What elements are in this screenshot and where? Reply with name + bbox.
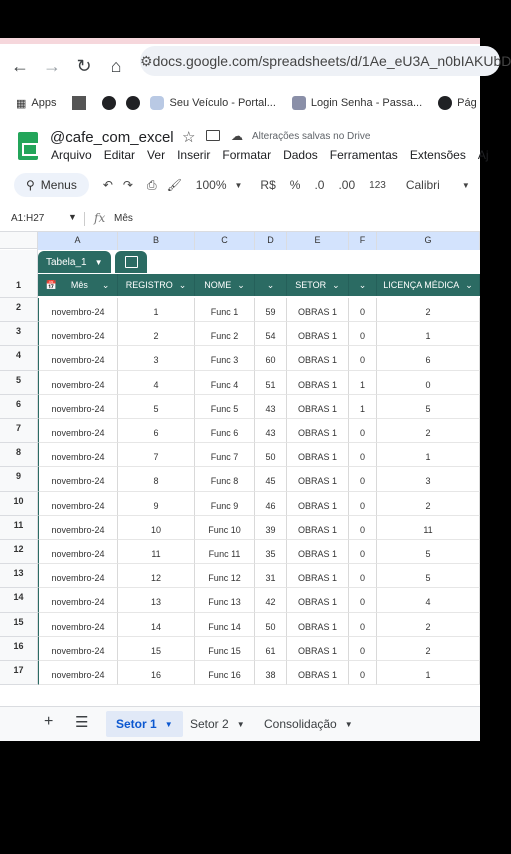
chevron-down-icon: ⌄: [266, 279, 275, 290]
grid-icon: [72, 96, 86, 110]
cell-setor[interactable]: OBRAS 1: [287, 540, 349, 564]
formatting-toolbar: [14, 172, 494, 198]
cell-registro[interactable]: 2: [118, 322, 195, 346]
cell-setor[interactable]: OBRAS 1: [287, 564, 349, 588]
bookmark-globe-1[interactable]: [102, 96, 116, 110]
cell-col-d[interactable]: 46: [255, 492, 287, 516]
globe-icon: [438, 96, 452, 110]
cell-setor[interactable]: OBRAS 1: [287, 637, 349, 661]
header-licenca-medica[interactable]: LICENÇA MÉDICA ⌄: [377, 274, 480, 296]
formula-input[interactable]: Mês: [114, 213, 133, 224]
cell-col-d[interactable]: 60: [255, 346, 287, 371]
cell-col-f[interactable]: 0: [349, 540, 377, 564]
cell-col-d[interactable]: 59: [255, 298, 287, 322]
calendar-icon: 📅: [45, 279, 57, 290]
row-header[interactable]: 17: [0, 661, 38, 685]
url-text: docs.google.com/spreadsheets/d/1Ae_eU3A_n0bIAKUbD: [152, 53, 511, 69]
cell-nome[interactable]: Func 6: [195, 419, 255, 443]
row-header[interactable]: 13: [0, 564, 38, 588]
site-settings-icon[interactable]: ⚙: [140, 52, 153, 69]
chevron-down-icon: ⌄: [178, 279, 187, 290]
cell-col-f[interactable]: 0: [349, 661, 377, 685]
cell-nome[interactable]: Func 9: [195, 492, 255, 516]
cell-col-f[interactable]: 0: [349, 637, 377, 661]
cell-licenca-medica[interactable]: 1: [377, 322, 480, 346]
cell-registro[interactable]: 15: [118, 637, 195, 661]
cell-mes[interactable]: novembro-24: [38, 564, 118, 588]
chevron-down-icon: ⌄: [237, 279, 245, 290]
tab-setor-2[interactable]: Setor 2 ▼: [190, 717, 245, 731]
header-registro[interactable]: REGISTRO ⌄: [118, 274, 195, 296]
cell-col-d[interactable]: 39: [255, 516, 287, 540]
cell-col-f[interactable]: 0: [349, 613, 377, 637]
cell-setor[interactable]: OBRAS 1: [287, 443, 349, 467]
cell-setor[interactable]: OBRAS 1: [287, 467, 349, 492]
tab-setor-1[interactable]: Setor 1 ▼: [106, 711, 183, 737]
column-headers: [0, 231, 480, 249]
globe-icon: [102, 96, 116, 110]
cell-mes[interactable]: novembro-24: [38, 443, 118, 467]
menu-extensoes[interactable]: Extensões: [409, 148, 466, 162]
cell-setor[interactable]: OBRAS 1: [287, 588, 349, 613]
cell-nome[interactable]: Func 13: [195, 588, 255, 613]
header-setor[interactable]: SETOR ⌄: [287, 274, 349, 296]
cell-mes[interactable]: novembro-24: [38, 661, 118, 685]
chevron-down-icon: ▼: [236, 719, 245, 729]
bookmark-login-senha[interactable]: Login Senha - Passa...: [292, 96, 422, 110]
decrease-decimal-button[interactable]: .0: [314, 178, 325, 192]
menu-dados[interactable]: Dados: [283, 148, 318, 162]
cell-registro[interactable]: 6: [118, 419, 195, 443]
cell-nome[interactable]: Func 5: [195, 395, 255, 419]
cell-registro[interactable]: 3: [118, 346, 195, 371]
cell-col-f[interactable]: 0: [349, 516, 377, 540]
cell-nome[interactable]: Func 4: [195, 371, 255, 395]
cell-col-f[interactable]: 0: [349, 298, 377, 322]
cell-licenca-medica[interactable]: 2: [377, 637, 480, 661]
cell-licenca-medica[interactable]: 2: [377, 492, 480, 516]
cell-licenca-medica[interactable]: 2: [377, 419, 480, 443]
paint-format-icon[interactable]: 🖌: [166, 178, 182, 192]
cell-licenca-medica[interactable]: 0: [377, 371, 480, 395]
star-icon[interactable]: ☆: [182, 129, 196, 146]
reload-icon[interactable]: ↻: [76, 55, 92, 76]
divider: [84, 212, 85, 226]
row-header-1[interactable]: 1: [0, 274, 38, 298]
cell-col-f[interactable]: 0: [349, 467, 377, 492]
cell-col-d[interactable]: 51: [255, 371, 287, 395]
globe-icon: [126, 96, 140, 110]
cell-licenca-medica[interactable]: 5: [377, 540, 480, 564]
cell-col-f[interactable]: 0: [349, 588, 377, 613]
cell-mes[interactable]: novembro-24: [38, 371, 118, 395]
cell-col-d[interactable]: 31: [255, 564, 287, 588]
bookmark-apps[interactable]: ▦ Apps: [16, 97, 57, 110]
cell-nome[interactable]: Func 2: [195, 322, 255, 346]
row-header[interactable]: 15: [0, 613, 38, 637]
cell-registro[interactable]: 12: [118, 564, 195, 588]
cell-licenca-medica[interactable]: 3: [377, 467, 480, 492]
sheets-logo-icon[interactable]: [18, 132, 38, 160]
sheet-tabs-bar: [0, 706, 480, 741]
header-nome[interactable]: NOME ⌄: [195, 274, 255, 296]
row-header[interactable]: 11: [0, 516, 38, 540]
cell-col-f[interactable]: 1: [349, 371, 377, 395]
row-header[interactable]: 3: [0, 322, 38, 346]
cell-licenca-medica[interactable]: 11: [377, 516, 480, 540]
cell-nome[interactable]: Func 1: [195, 298, 255, 322]
cell-col-d[interactable]: 38: [255, 661, 287, 685]
chevron-down-icon[interactable]: ▼: [461, 180, 470, 190]
menu-bar: [51, 148, 489, 162]
screen: [0, 38, 511, 741]
add-sheet-icon[interactable]: +: [44, 713, 54, 730]
cell-col-d[interactable]: 45: [255, 467, 287, 492]
menu-ver[interactable]: Ver: [147, 148, 166, 162]
column-header-b[interactable]: B: [118, 232, 195, 250]
bookmark-pag[interactable]: Pág: [438, 96, 477, 110]
cell-setor[interactable]: OBRAS 1: [287, 492, 349, 516]
row-header[interactable]: 4: [0, 346, 38, 371]
select-all-corner[interactable]: [0, 232, 38, 250]
bookmarks-bar: [0, 90, 480, 116]
cell-licenca-medica[interactable]: 5: [377, 564, 480, 588]
cell-nome[interactable]: Func 14: [195, 613, 255, 637]
cell-setor[interactable]: OBRAS 1: [287, 322, 349, 346]
cell-col-d[interactable]: 43: [255, 419, 287, 443]
cell-registro[interactable]: 7: [118, 443, 195, 467]
column-header-c[interactable]: C: [195, 232, 255, 250]
header-col-f[interactable]: [349, 274, 377, 296]
cell-setor[interactable]: OBRAS 1: [287, 346, 349, 371]
cell-nome[interactable]: Func 3: [195, 346, 255, 371]
site-icon: [292, 96, 306, 110]
cell-setor[interactable]: OBRAS 1: [287, 613, 349, 637]
cell-licenca-medica[interactable]: 2: [377, 613, 480, 637]
row-header-spacer: [0, 250, 38, 274]
cell-col-f[interactable]: 0: [349, 346, 377, 371]
cell-mes[interactable]: novembro-24: [38, 588, 118, 613]
cell-licenca-medica[interactable]: 4: [377, 588, 480, 613]
cell-mes[interactable]: novembro-24: [38, 540, 118, 564]
bookmark-grid-icon[interactable]: [72, 96, 86, 110]
cell-mes[interactable]: novembro-24: [38, 395, 118, 419]
formula-bar: [0, 210, 480, 230]
row-header[interactable]: 6: [0, 395, 38, 419]
table-options-icon[interactable]: [115, 251, 147, 273]
cell-licenca-medica[interactable]: 1: [377, 443, 480, 467]
cell-nome[interactable]: Func 7: [195, 443, 255, 467]
fx-icon: fx: [94, 211, 106, 225]
cell-mes[interactable]: novembro-24: [38, 492, 118, 516]
cell-nome[interactable]: Func 8: [195, 467, 255, 492]
currency-format-button[interactable]: R$: [260, 178, 276, 192]
cell-col-f[interactable]: 0: [349, 492, 377, 516]
zoom-select[interactable]: 100%: [195, 178, 227, 192]
cell-mes[interactable]: novembro-24: [38, 516, 118, 540]
percent-format-button[interactable]: %: [289, 178, 301, 192]
cell-col-d[interactable]: 43: [255, 395, 287, 419]
cell-mes[interactable]: novembro-24: [38, 467, 118, 492]
cell-licenca-medica[interactable]: 5: [377, 395, 480, 419]
save-status[interactable]: Alterações salvas no Drive: [252, 131, 371, 142]
header-col-d[interactable]: [255, 274, 287, 296]
cell-registro[interactable]: 11: [118, 540, 195, 564]
row-header[interactable]: 5: [0, 371, 38, 395]
sheets-header: [0, 124, 489, 172]
font-select[interactable]: Calibri: [405, 178, 440, 192]
menu-ajuda[interactable]: Aj: [477, 148, 489, 162]
back-icon[interactable]: ←: [11, 55, 29, 76]
cell-registro[interactable]: 5: [118, 395, 195, 419]
row-header[interactable]: 14: [0, 588, 38, 613]
all-sheets-icon[interactable]: ☰: [75, 714, 89, 731]
redo-icon[interactable]: ↷: [122, 178, 133, 192]
table-name-chip[interactable]: Tabela_1 ▼: [38, 251, 111, 273]
chevron-down-icon: ▼: [344, 719, 353, 729]
row-header[interactable]: 2: [0, 298, 38, 322]
cell-nome[interactable]: Func 12: [195, 564, 255, 588]
cell-nome[interactable]: Func 16: [195, 661, 255, 685]
cell-mes[interactable]: novembro-24: [38, 346, 118, 371]
move-folder-icon[interactable]: [206, 130, 220, 141]
cell-setor[interactable]: OBRAS 1: [287, 661, 349, 685]
chevron-down-icon[interactable]: ▼: [68, 212, 77, 222]
cell-registro[interactable]: 8: [118, 467, 195, 492]
cell-col-f[interactable]: 0: [349, 564, 377, 588]
cell-nome[interactable]: Func 11: [195, 540, 255, 564]
number-format-button[interactable]: 123: [369, 179, 386, 191]
cell-registro[interactable]: 9: [118, 492, 195, 516]
cell-licenca-medica[interactable]: 1: [377, 661, 480, 685]
cell-mes[interactable]: novembro-24: [38, 419, 118, 443]
menu-arquivo[interactable]: Arquivo: [51, 148, 92, 162]
chevron-down-icon: ⌄: [358, 279, 367, 290]
row-header[interactable]: 10: [0, 492, 38, 516]
apps-grid-icon: ▦: [16, 97, 27, 110]
chevron-down-icon: ⌄: [332, 279, 340, 290]
cell-nome[interactable]: Func 10: [195, 516, 255, 540]
cell-licenca-medica[interactable]: 6: [377, 346, 480, 371]
cell-setor[interactable]: OBRAS 1: [287, 371, 349, 395]
row-header[interactable]: 16: [0, 637, 38, 661]
cell-setor[interactable]: OBRAS 1: [287, 395, 349, 419]
cell-setor[interactable]: OBRAS 1: [287, 516, 349, 540]
undo-icon[interactable]: ↶: [102, 178, 113, 192]
cell-licenca-medica[interactable]: 2: [377, 298, 480, 322]
cell-col-f[interactable]: 0: [349, 419, 377, 443]
bookmark-seu-veiculo[interactable]: Seu Veículo - Portal...: [150, 96, 275, 110]
cloud-saved-icon: ☁: [231, 129, 243, 143]
column-header-e[interactable]: E: [287, 232, 349, 250]
tab-consolidacao[interactable]: Consolidação ▼: [264, 717, 353, 731]
chevron-down-icon: ▼: [94, 257, 103, 267]
cell-col-d[interactable]: 35: [255, 540, 287, 564]
forward-icon[interactable]: →: [43, 55, 61, 76]
menu-formatar[interactable]: Formatar: [222, 148, 272, 162]
chevron-down-icon: ⌄: [101, 279, 110, 290]
print-icon[interactable]: ⎙: [146, 177, 157, 192]
cell-registro[interactable]: 13: [118, 588, 195, 613]
cell-registro[interactable]: 16: [118, 661, 195, 685]
cell-mes[interactable]: novembro-24: [38, 322, 118, 346]
cell-registro[interactable]: 10: [118, 516, 195, 540]
home-icon[interactable]: ⌂: [110, 55, 122, 76]
increase-decimal-button[interactable]: .00: [338, 178, 356, 192]
cell-registro[interactable]: 4: [118, 371, 195, 395]
cell-col-f[interactable]: 0: [349, 443, 377, 467]
menu-editar[interactable]: Editar: [103, 148, 136, 162]
column-header-d[interactable]: D: [255, 232, 287, 250]
bookmark-globe-2[interactable]: [126, 96, 140, 110]
chevron-down-icon: ⌄: [465, 279, 473, 290]
cell-registro[interactable]: 1: [118, 298, 195, 322]
cell-col-d[interactable]: 54: [255, 322, 287, 346]
cell-col-d[interactable]: 61: [255, 637, 287, 661]
row-header[interactable]: 9: [0, 467, 38, 492]
name-box[interactable]: A1:H27: [11, 213, 45, 224]
row-header[interactable]: 12: [0, 540, 38, 564]
cell-col-f[interactable]: 0: [349, 322, 377, 346]
document-title[interactable]: @cafe_com_excel: [50, 129, 174, 146]
cell-col-d[interactable]: 42: [255, 588, 287, 613]
cell-mes[interactable]: novembro-24: [38, 637, 118, 661]
row-header[interactable]: 7: [0, 419, 38, 443]
cell-mes[interactable]: novembro-24: [38, 613, 118, 637]
cell-col-d[interactable]: 50: [255, 613, 287, 637]
menu-inserir[interactable]: Inserir: [177, 148, 211, 162]
cell-col-d[interactable]: 50: [255, 443, 287, 467]
cell-setor[interactable]: OBRAS 1: [287, 419, 349, 443]
cell-nome[interactable]: Func 15: [195, 637, 255, 661]
column-header-g[interactable]: G: [377, 232, 480, 250]
cell-mes[interactable]: novembro-24: [38, 298, 118, 322]
menu-ferramentas[interactable]: Ferramentas: [329, 148, 398, 162]
address-bar[interactable]: [140, 46, 511, 76]
column-header-a[interactable]: A: [38, 232, 118, 250]
header-mes[interactable]: 📅 Mês ⌄: [38, 274, 118, 296]
search-icon: ⚲: [26, 178, 35, 192]
chevron-down-icon[interactable]: ▼: [234, 180, 243, 190]
cell-setor[interactable]: OBRAS 1: [287, 298, 349, 322]
menus-search[interactable]: ⚲ Menus: [14, 173, 89, 197]
row-header[interactable]: 8: [0, 443, 38, 467]
cell-col-f[interactable]: 1: [349, 395, 377, 419]
cell-registro[interactable]: 14: [118, 613, 195, 637]
chevron-down-icon: ▼: [164, 719, 173, 729]
site-icon: [150, 96, 164, 110]
column-header-f[interactable]: F: [349, 232, 377, 250]
